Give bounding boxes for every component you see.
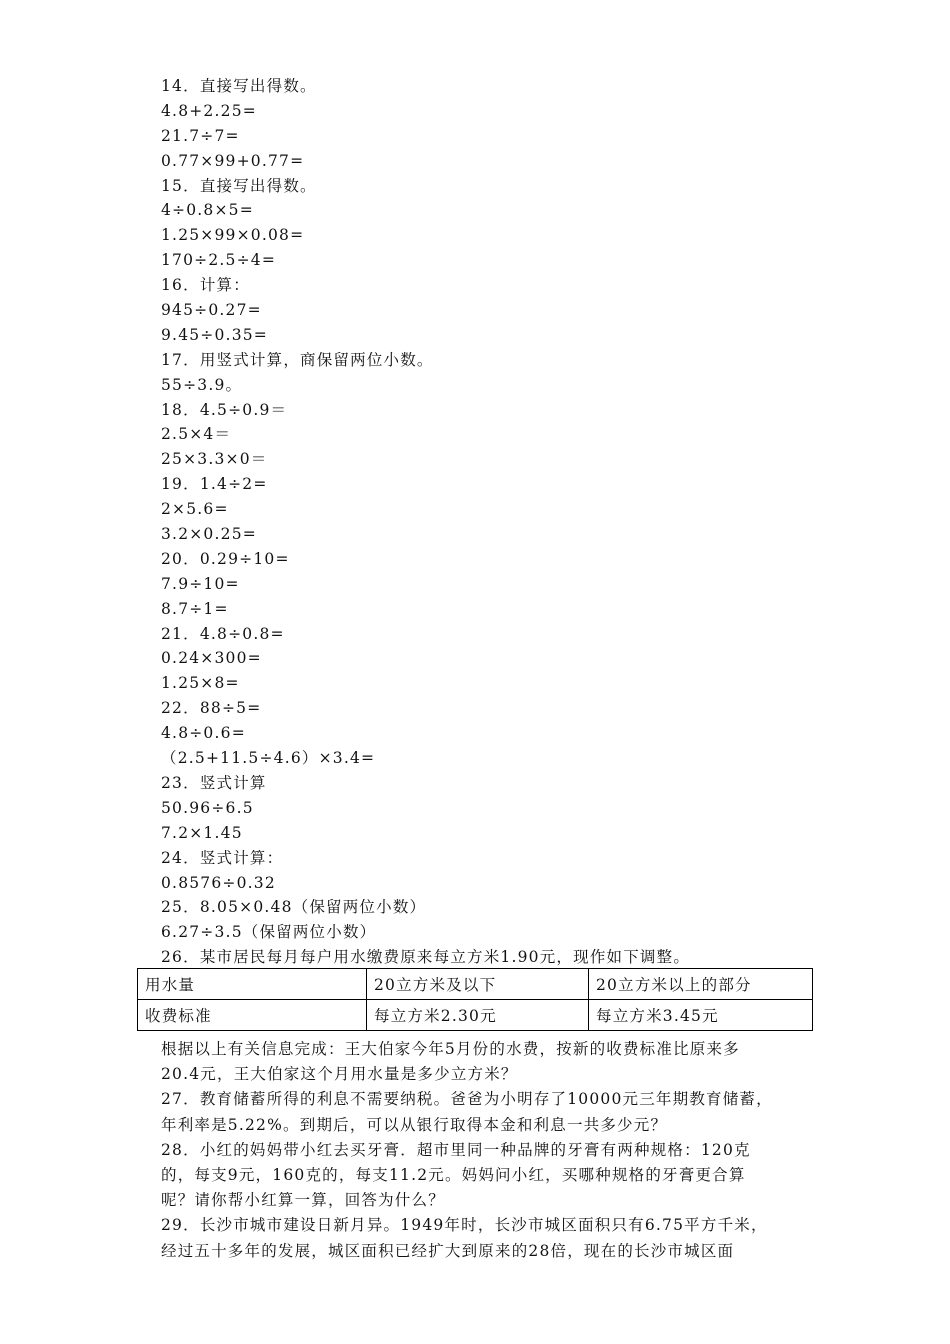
exercise-line: 2.5×4＝ [161, 425, 232, 444]
exercise-line: 2×5.6= [161, 500, 229, 519]
exercise-line: 1.25×8= [161, 674, 240, 693]
exercise-line: 25×3.3×0＝ [161, 450, 268, 469]
paragraph-line: 根据以上有关信息完成：王大伯家今年5月份的水费，按新的收费标准比原来多 [161, 1040, 740, 1058]
word-problem [161, 1138, 801, 1214]
exercise-line: 21．4.8÷0.8= [161, 624, 285, 643]
paragraph-line: 28．小红的妈妈带小红去买牙膏．超市里同一种品牌的牙膏有两种规格：120克 [161, 1140, 751, 1159]
word-problem [161, 1087, 801, 1137]
exercise-line: （2.5+11.5÷4.6）×3.4= [161, 749, 376, 768]
exercise-line: 20．0.29÷10= [161, 549, 290, 568]
exercise-line: 3.2×0.25= [161, 525, 257, 544]
exercise-line: 0.77×99+0.77= [161, 151, 305, 170]
exercise-line: 1.25×99×0.08= [161, 226, 305, 245]
table-cell: 收费标准 [138, 1000, 367, 1031]
exercise-line: 7.2×1.45 [161, 823, 243, 842]
exercise-line: 0.24×300= [161, 649, 262, 668]
exercise-line: 945÷0.27= [161, 301, 262, 320]
table-row [138, 969, 813, 1000]
exercise-line: 18．4.5÷0.9＝ [161, 400, 288, 419]
exercise-line: 14．直接写出得数。 [161, 77, 317, 95]
table-row [138, 1000, 813, 1031]
table-cell: 每立方米3.45元 [589, 1000, 813, 1031]
water-fee-table [137, 968, 813, 1031]
exercise-line: 4÷0.8×5= [161, 201, 254, 220]
word-problem [161, 1037, 801, 1087]
exercise-line: 50.96÷6.5 [161, 798, 254, 817]
exercise-line: 17．用竖式计算，商保留两位小数。 [161, 350, 434, 369]
exercise-line: 23．竖式计算 [161, 773, 267, 792]
paragraph-line: 呢？请你帮小红算一算，回答为什么？ [161, 1191, 445, 1210]
exercise-line: 22．88÷5= [161, 699, 262, 718]
exercise-list [161, 74, 811, 970]
paragraph-line: 20.4元，王大伯家这个月用水量是多少立方米？ [161, 1065, 518, 1084]
table-cell: 20立方米及以下 [367, 969, 589, 1000]
table-cell: 每立方米2.30元 [367, 1000, 589, 1031]
table-cell: 用水量 [138, 969, 367, 1000]
paragraph-line: 27．教育储蓄所得的利息不需要纳税。爸爸为小明存了10000元三年期教育储蓄， [161, 1090, 773, 1109]
word-problems [161, 1037, 801, 1264]
exercise-line: 7.9÷10= [161, 574, 240, 593]
exercise-line: 15．直接写出得数。 [161, 176, 317, 195]
exercise-line: 6.27÷3.5（保留两位小数） [161, 923, 377, 942]
exercise-line: 21.7÷7= [161, 126, 240, 145]
exercise-line: 19．1.4÷2= [161, 475, 268, 494]
paragraph-line: 经过五十多年的发展，城区面积已经扩大到原来的28倍，现在的长沙市城区面 [161, 1241, 735, 1260]
paragraph-line: 29．长沙市城市建设日新月异。1949年时，长沙市城区面积只有6.75平方千米， [161, 1216, 768, 1235]
exercise-line: 4.8÷0.6= [161, 724, 246, 743]
table-cell: 20立方米以上的部分 [589, 969, 813, 1000]
paragraph-line: 的，每支9元，160克的，每支11.2元。妈妈问小红，买哪种规格的牙膏更合算 [161, 1166, 746, 1185]
exercise-line: 9.45÷0.35= [161, 325, 268, 344]
exercise-line: 24．竖式计算： [161, 848, 284, 867]
exercise-line: 4.8+2.25= [161, 101, 257, 120]
exercise-line: 8.7÷1= [161, 599, 229, 618]
paragraph-line: 年利率是5.22%。到期后，可以从银行取得本金和利息一共多少元？ [161, 1115, 668, 1134]
exercise-line: 55÷3.9。 [161, 375, 243, 394]
exercise-line: 16．计算： [161, 276, 250, 295]
exercise-line: 170÷2.5÷4= [161, 251, 277, 270]
exercise-line: 26．某市居民每月每户用水缴费原来每立方米1.90元，现作如下调整。 [161, 948, 691, 967]
exercise-line: 25．8.05×0.48（保留两位小数） [161, 898, 427, 917]
word-problem [161, 1213, 801, 1263]
exercise-line: 0.8576÷0.32 [161, 873, 276, 892]
